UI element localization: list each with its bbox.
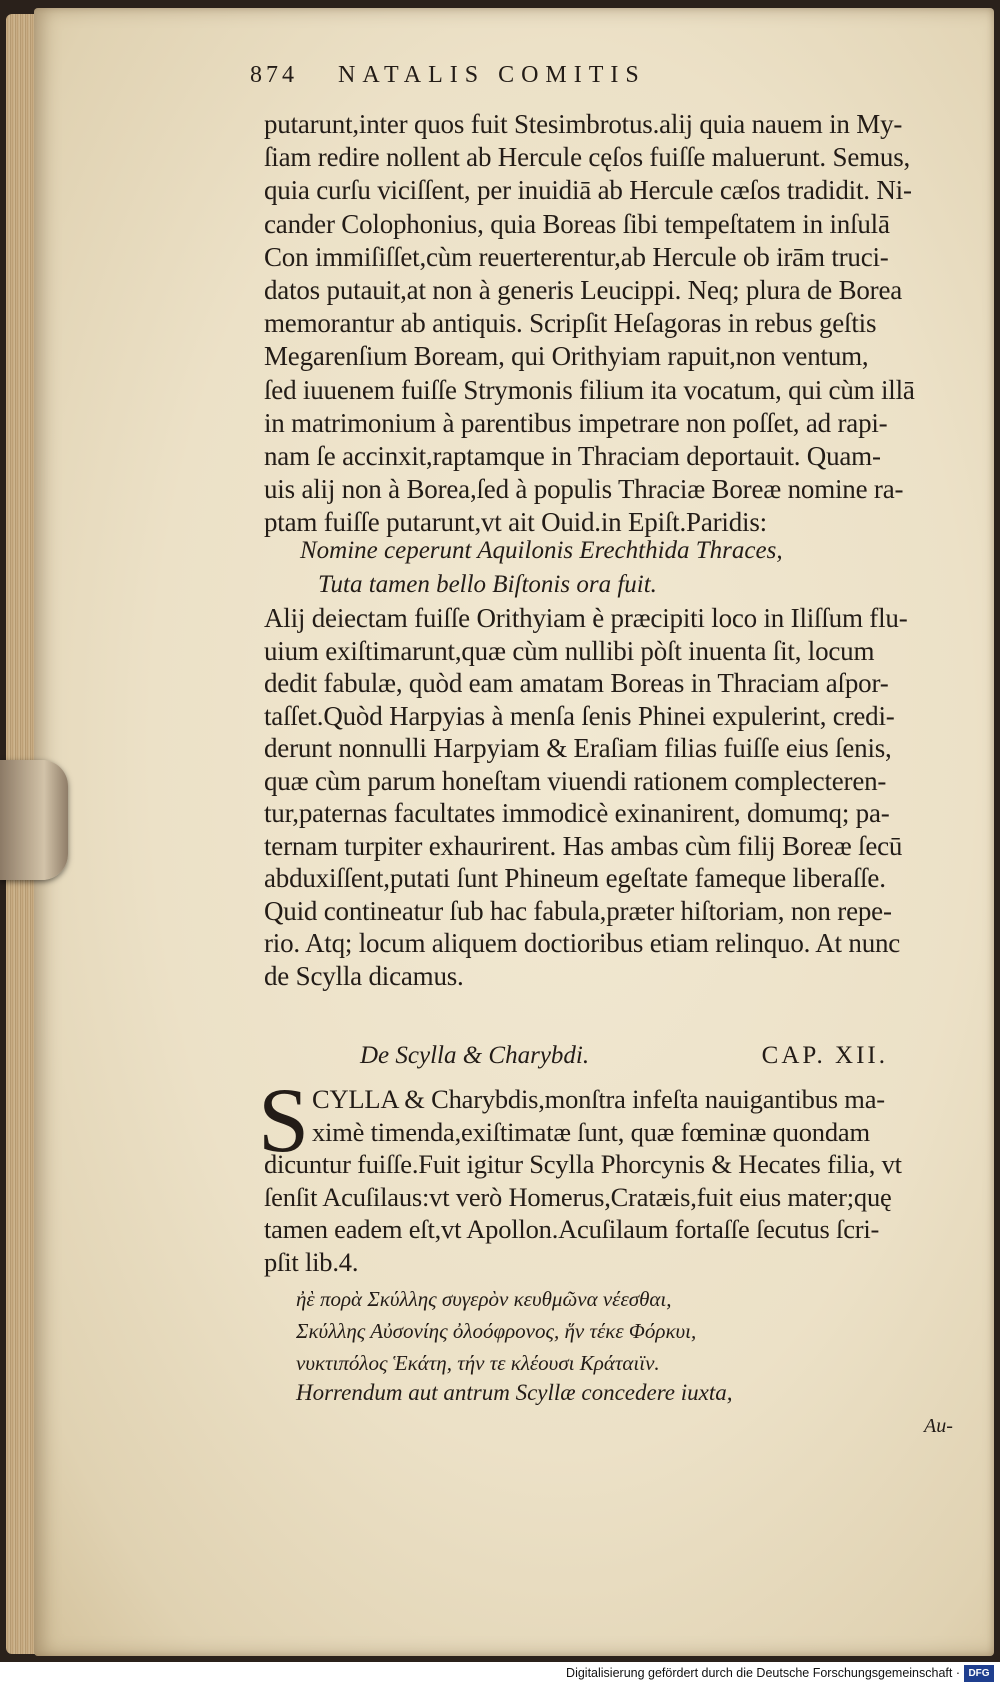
footer-credit: Digitalisierung gefördert durch die Deutsche Forschungsgemeinschaft · [566, 1666, 960, 1680]
paragraph-2 [264, 602, 908, 992]
paragraph-3 [264, 1083, 902, 1278]
chapter-heading [360, 1042, 920, 1070]
page-header [250, 62, 646, 89]
text-line: datos putauit,at non à generis Leucippi. Neq; plura de Borea [264, 275, 903, 306]
text-line: pſit lib.4. [264, 1246, 359, 1277]
text-line: ſiam redire nollent ab Hercule cęſos fuiſſe maluerunt. Semus, [264, 142, 911, 173]
greek-line: Σκύλλης Αὐσονίης ὀλοόφρονος, ἥν τέκε Φόρκυι, [296, 1319, 697, 1343]
text-line: ptam fuiſſe putarunt,vt ait Ouid.in Epiſt.Paridis: [264, 507, 767, 538]
text-line: ſed iuuenem fuiſſe Strymonis filium ita vocatum, qui cùm illā [264, 374, 915, 405]
text-line: quæ cùm parum honeſtam viuendi rationem complecteren- [264, 765, 887, 796]
text-line: uis alij non à Borea,ſed à populis Thraciæ Boreæ nomine ra- [264, 474, 904, 505]
verse-line: Tuta tamen bello Biſtonis ora fuit. [318, 571, 657, 598]
text-line: tamen eadem eſt,vt Apollon.Acuſilaum fortaſſe ſecutus ſcri- [264, 1214, 880, 1244]
latin-quote: Horrendum aut antrum Scyllæ concedere iuxta, [296, 1380, 733, 1405]
text-line: quia curſu viciſſent, per inuidiā ab Hercule cæſos tradidit. Ni- [264, 175, 912, 206]
chapter-title: De Scylla & Charybdi. [360, 1042, 590, 1069]
text-line: ternam turpiter exhaurirent. Has ambas cùm filij Boreæ ſecū [264, 830, 903, 861]
text-line: in matrimonium à parentibus impetrare non poſſet, ad rapi- [264, 407, 888, 438]
text-line: nam ſe accinxit,raptamque in Thraciam deportauit. Quam- [264, 441, 881, 472]
text-line: cander Colophonius, quia Boreas ſibi tempeſtatem in inſulā [264, 208, 890, 239]
paragraph-1 [264, 108, 958, 540]
verse-quote [300, 534, 783, 602]
greek-line: ἠὲ πορὰ Σκύλλης συγερὸν κευθμῶνα νέεσθαι, [296, 1287, 672, 1311]
text-line: abduxiſſent,putati ſunt Phineum egeſtate fameque liberaſſe. [264, 863, 886, 893]
text-line: putarunt,inter quos fuit Stesimbrotus.alij quia nauem in My- [264, 109, 903, 139]
book-clasp [0, 760, 68, 880]
text-line: CYLLA & Charybdis,monſtra infeſta nauigantibus ma- [312, 1084, 885, 1114]
text-line: ſenſit Acuſilaus:vt verò Homerus,Cratæis,fuit eius mater;quę [264, 1181, 892, 1212]
text-line: memorantur ab antiquis. Scripſit Heſagoras in rebus geſtis [264, 308, 877, 339]
greek-verse [296, 1283, 696, 1379]
text-line: tur,paternas facultates immodicè exinanirent, domumq; pa- [264, 798, 890, 828]
text-line: rio. Atq; locum aliquem doctioribus etiam relinquo. At nunc [264, 928, 901, 958]
page-number: 874 [250, 62, 298, 88]
text-line: taſſet.Quòd Harpyias à menſa ſenis Phinei expulerint, credi- [264, 700, 895, 731]
dfg-logo: DFG [964, 1665, 994, 1682]
text-line: uium exiſtimarunt,quæ cùm nullibi pòſt inuenta ſit, locum [264, 635, 875, 666]
running-title: NATALIS COMITIS [338, 62, 646, 88]
catchword: Au- [924, 1415, 953, 1437]
text-line: Alij deiectam fuiſſe Orithyiam è præcipiti loco in Iliſſum flu- [264, 603, 908, 633]
text-line: ximè timenda,exiſtimatæ ſunt, quæ fœminæ quondam [312, 1116, 870, 1147]
text-line: de Scylla dicamus. [264, 960, 464, 991]
verse-line: Nomine ceperunt Aquilonis Erechthida Thraces, [300, 537, 783, 564]
text-line: Megarenſium Boream, qui Orithyiam rapuit,non ventum, [264, 341, 869, 372]
text-line: dicuntur fuiſſe.Fuit igitur Scylla Phorcynis & Hecates filia, vt [264, 1149, 902, 1179]
footer-bar [0, 1662, 1000, 1686]
greek-line: νυκτιπόλος Ἑκάτη, τήν τε κλέουσι Κράταιϊν. [296, 1351, 660, 1375]
text-line: derunt nonnulli Harpyiam & Eraſiam filias fuiſſe eius ſenis, [264, 733, 892, 763]
text-line: Con immiſiſſet,cùm reuerterentur,ab Hercule ob irām truci- [264, 241, 889, 272]
text-line: dedit fabulæ, quòd eam amatam Boreas in Thraciam aſpor- [264, 668, 889, 698]
chapter-number: CAP. XII. [761, 1042, 888, 1069]
drop-cap: S [258, 1069, 310, 1171]
text-line: Quid contineatur ſub hac fabula,præter hiſtoriam, non repe- [264, 895, 892, 926]
